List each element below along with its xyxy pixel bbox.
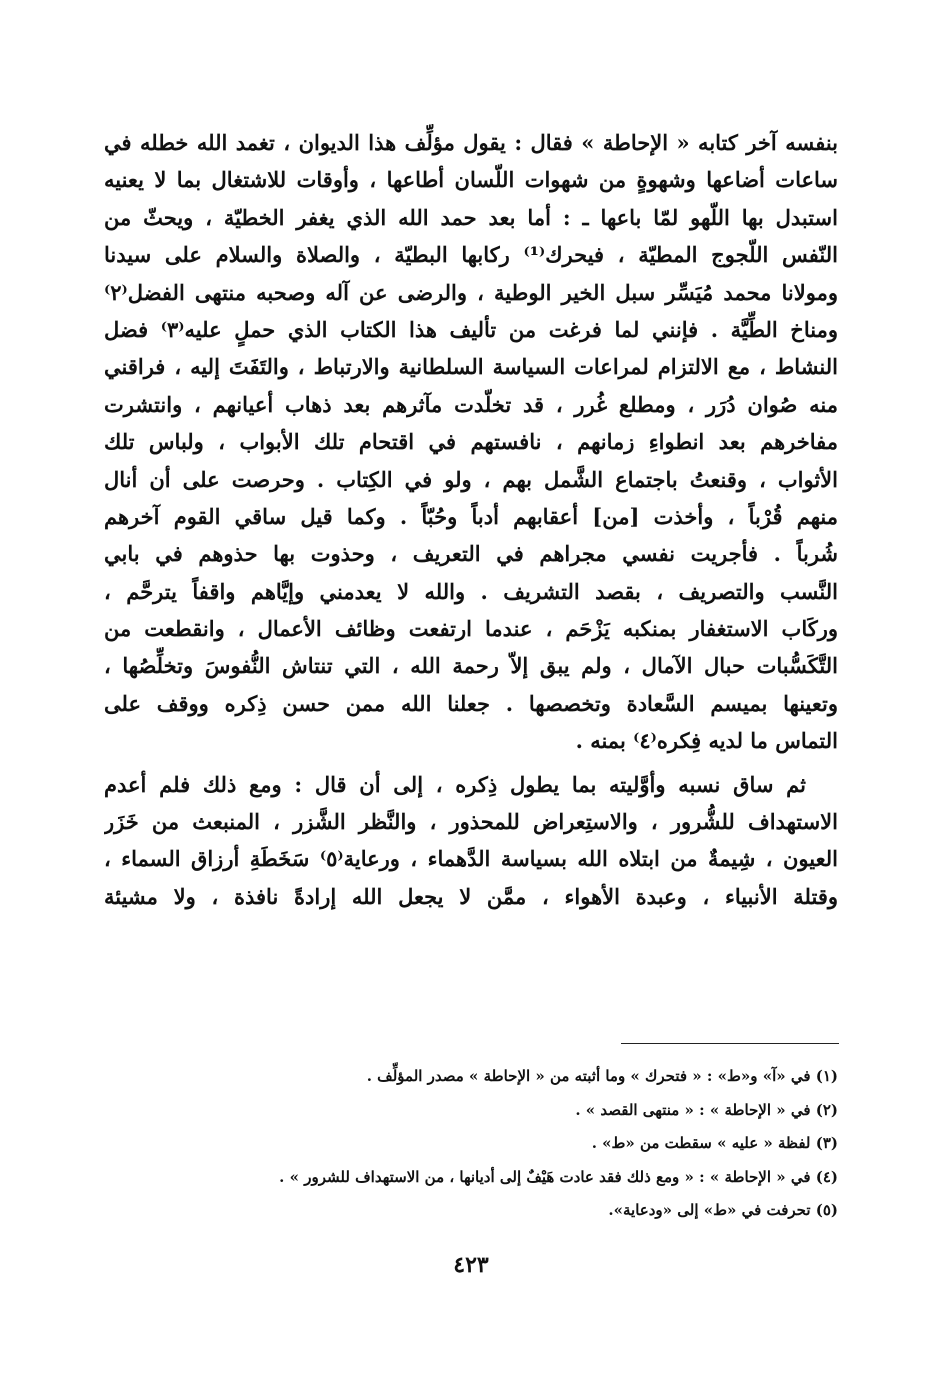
text-line: مفاخرهم بعد انطواءِ زمانهم ، نافستهم في اقتحام تلك الأبواب ، ولباس تلك (104, 429, 838, 455)
text-line: النّفس اللّجوج المطيّة ، فيحرك⁽¹⁾ ركابها البطيّة ، والصلاة والسلام على سيدنا (104, 242, 838, 268)
text-line: وقتلة الأنبياء ، وعبدة الأهواء ، ممَّن لا يجعل الله إرادةً نافذة ، ولا مشيئة (104, 883, 838, 909)
footnote: (٤) في « الإحاطة » : « ومع ذلك فقد عادت هَيْفٌ إلى أديانها ، من الاستهداف للشرور » . (279, 1167, 838, 1186)
text-line: النشاط ، مع الالتزام لمراعات السياسة السلطانية والارتباط ، والتَفَتَ إليه ، فراقني (104, 354, 838, 380)
text-line: الاستهداف للشُّرور ، والاستِعراض للمحذور ، والنَّظر الشَّزر ، المنبعث من خَزَر (104, 809, 838, 835)
footnote: (٥) تحرفت في «ط» إلى «ودعاية». (608, 1201, 838, 1219)
text-line: الأثواب ، وقنعتُ باجتماع الشَّمل بهم ، ولو في الكِتاب . وحرصت على أن أنال (104, 466, 838, 492)
footnotes (200, 1060, 838, 1228)
text-line: منه صُوان دُرَر ، ومطلع غُرر ، قد تخلّدت مآثرهم بعد ذهاب أعيانهم ، وانتشرت (104, 391, 838, 417)
text-line: وركَاب الاستغفار بمنكبه يَزْحَم ، عندما ارتفعت وظائف الأعمال ، وانقطعت من (104, 616, 838, 642)
text-line: ومولانا محمد مُيَسِّر سبل الخير الوطية ، والرضى عن آله وصحبه منتهى الفضل⁽٢⁾ (104, 279, 838, 305)
text-line: استبدل بها اللّهو لمّا باعها ـ : أما بعد حمد الله الذي يغفر الخطيّة ، ويحثّ من (104, 204, 838, 230)
main-text (104, 124, 838, 915)
text-line: منهم قُرْباً ، وأخذت [من] أعقابهم أدباً وحُبّاً . وكما قيل ساقي القوم آخرهم (104, 503, 838, 529)
footnote: (١) في «آ» و«ط» : « فتحرك » وما أثبته من « الإحاطة » مصدر المؤلِّف . (366, 1067, 838, 1085)
page-number: ٤٢٣ (453, 1252, 489, 1278)
text-line: العيون ، شِيمةٌ من ابتلاه الله بسياسة الدَّهماء ، ورعاية⁽٥⁾ سَخَطَةِ أرزاق السماء ، (104, 846, 838, 872)
text-line: ثم ساق نسبه وأوَّليته بما يطول ذِكره ، إلى أن قال : ومع ذلك فلم أعدم (104, 771, 807, 797)
text-line: وتعينها بميسم السَّعادة وتخصصها . جعلنا الله ممن حسن ذِكره ووقف على (104, 690, 838, 716)
text-line: ومناخ الطِّيَّة . فإنني لما فرغت من تأليف هذا الكتاب الذي حملٍ عليه⁽٣⁾ فضل (104, 316, 838, 342)
text-line: شُرباً . فأجريت نفسي مجراهم في التعريف ، وحذوت بها حذوهم في بابي (104, 541, 838, 567)
text-line: التَّكَسُّبات حبال الآمال ، ولم يبق إلاّ رحمة الله ، التي تنتاش النُّفوسَ وتخلِّصُها ، (104, 653, 838, 679)
text-line: ساعات أضاعها وشهوةٍ من شهوات اللّسان أطاعها ، وأوقات للاشتغال بما لا يعنيه (104, 167, 838, 193)
footnote: (٣) لفظة « عليه » سقطت من «ط» . (591, 1134, 838, 1152)
text-line: بنفسه آخر كتابه « الإحاطة » فقال : يقول مؤلِّف هذا الديوان ، تغمد الله خطله في (104, 130, 838, 155)
text-line: التماس ما لديه فِكره⁽٤⁾ بمنه . (575, 728, 838, 754)
text-line: النَّسب والتصريف ، بقصد التشريف . والله لا يعدمني وإيَّاهم واقفاً يترحَّم ، (104, 578, 838, 604)
footnote-separator (621, 1043, 839, 1044)
footnote: (٢) في « الإحاطة » : « منتهى القصد » . (575, 1100, 838, 1119)
